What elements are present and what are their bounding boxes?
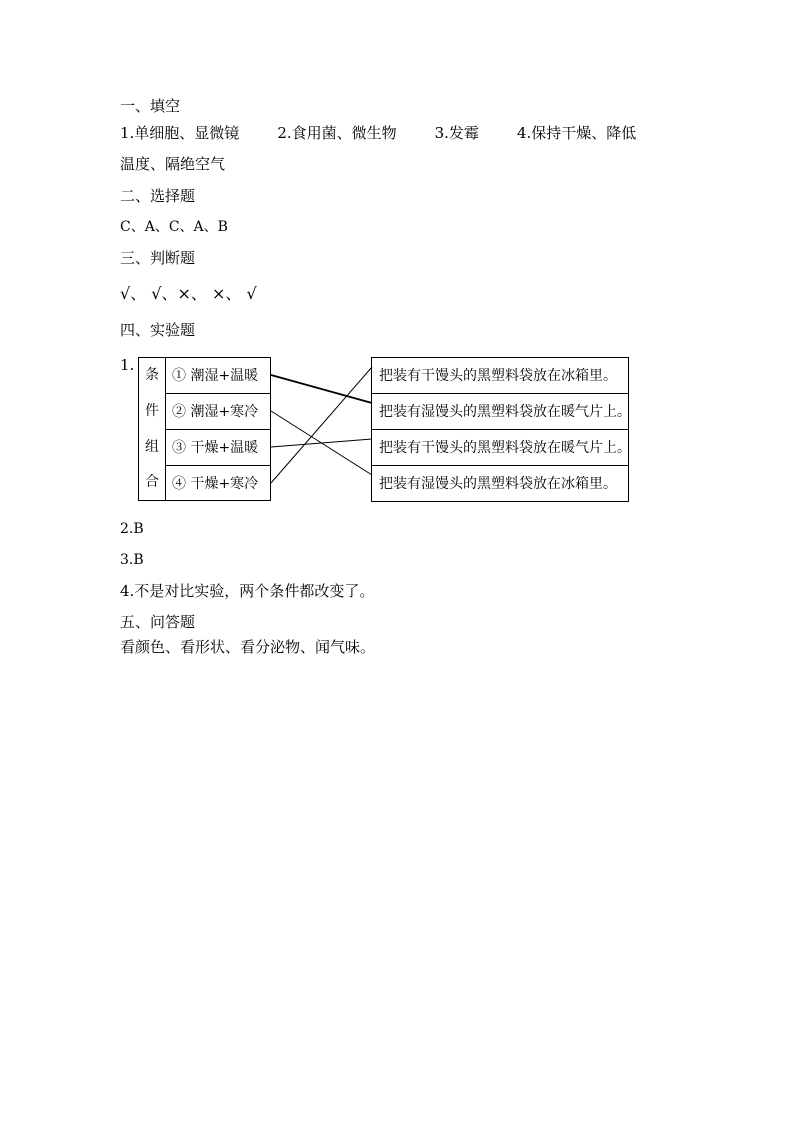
question4-answer: 4.不是对比实验，两个条件都改变了。	[120, 582, 375, 600]
question3-answer: 3.B	[120, 552, 144, 568]
question2-answer: 2.B	[120, 521, 144, 537]
fill-answer-2: 2.食用菌、微生物	[277, 124, 397, 142]
fill-answer-1: 1.单细胞、显微镜	[120, 124, 240, 142]
judgement-answers: √、 √、×、 ×、 √	[120, 284, 257, 303]
condition-item-2: ② 潮湿+寒冷	[166, 394, 270, 430]
condition-item-1: ① 潮湿+温暖	[166, 358, 270, 394]
condition-item-3: ③ 干燥+温暖	[166, 430, 270, 466]
header-char: 组	[145, 439, 159, 455]
section3-heading: 三、判断题	[120, 249, 196, 267]
fill-answer-3: 3.发霉	[434, 124, 479, 142]
header-char: 条	[145, 367, 159, 383]
choice-answers: C、A、C、A、B	[120, 219, 228, 235]
section4-heading: 四、实验题	[120, 321, 196, 339]
method-item-1: 把装有干馒头的黑塑料袋放在冰箱里。	[372, 358, 628, 394]
question1-number: 1.	[120, 356, 135, 374]
method-item-2: 把装有湿馒头的黑塑料袋放在暖气片上。	[372, 394, 628, 430]
section2-heading: 二、选择题	[120, 187, 196, 205]
condition-item-4: ④ 干燥+寒冷	[172, 476, 259, 492]
header-char: 合	[145, 474, 159, 490]
fill-answer-4: 4.保持干燥、降低	[516, 124, 637, 142]
fill-answer-4-continued: 温度、隔绝空气	[120, 155, 226, 173]
match-line-3	[271, 439, 372, 447]
qa-answer: 看颜色、看形状、看分泌物、闻气味。	[120, 638, 376, 656]
method-item-4: 把装有湿馒头的黑塑料袋放在冰箱里。	[379, 476, 617, 492]
match-line-1	[271, 375, 372, 403]
section1-heading: 一、填空	[120, 97, 181, 115]
header-char: 件	[145, 403, 159, 419]
section5-heading: 五、问答题	[120, 613, 196, 631]
method-item-3: 把装有干馒头的黑塑料袋放在暖气片上。	[372, 430, 628, 466]
